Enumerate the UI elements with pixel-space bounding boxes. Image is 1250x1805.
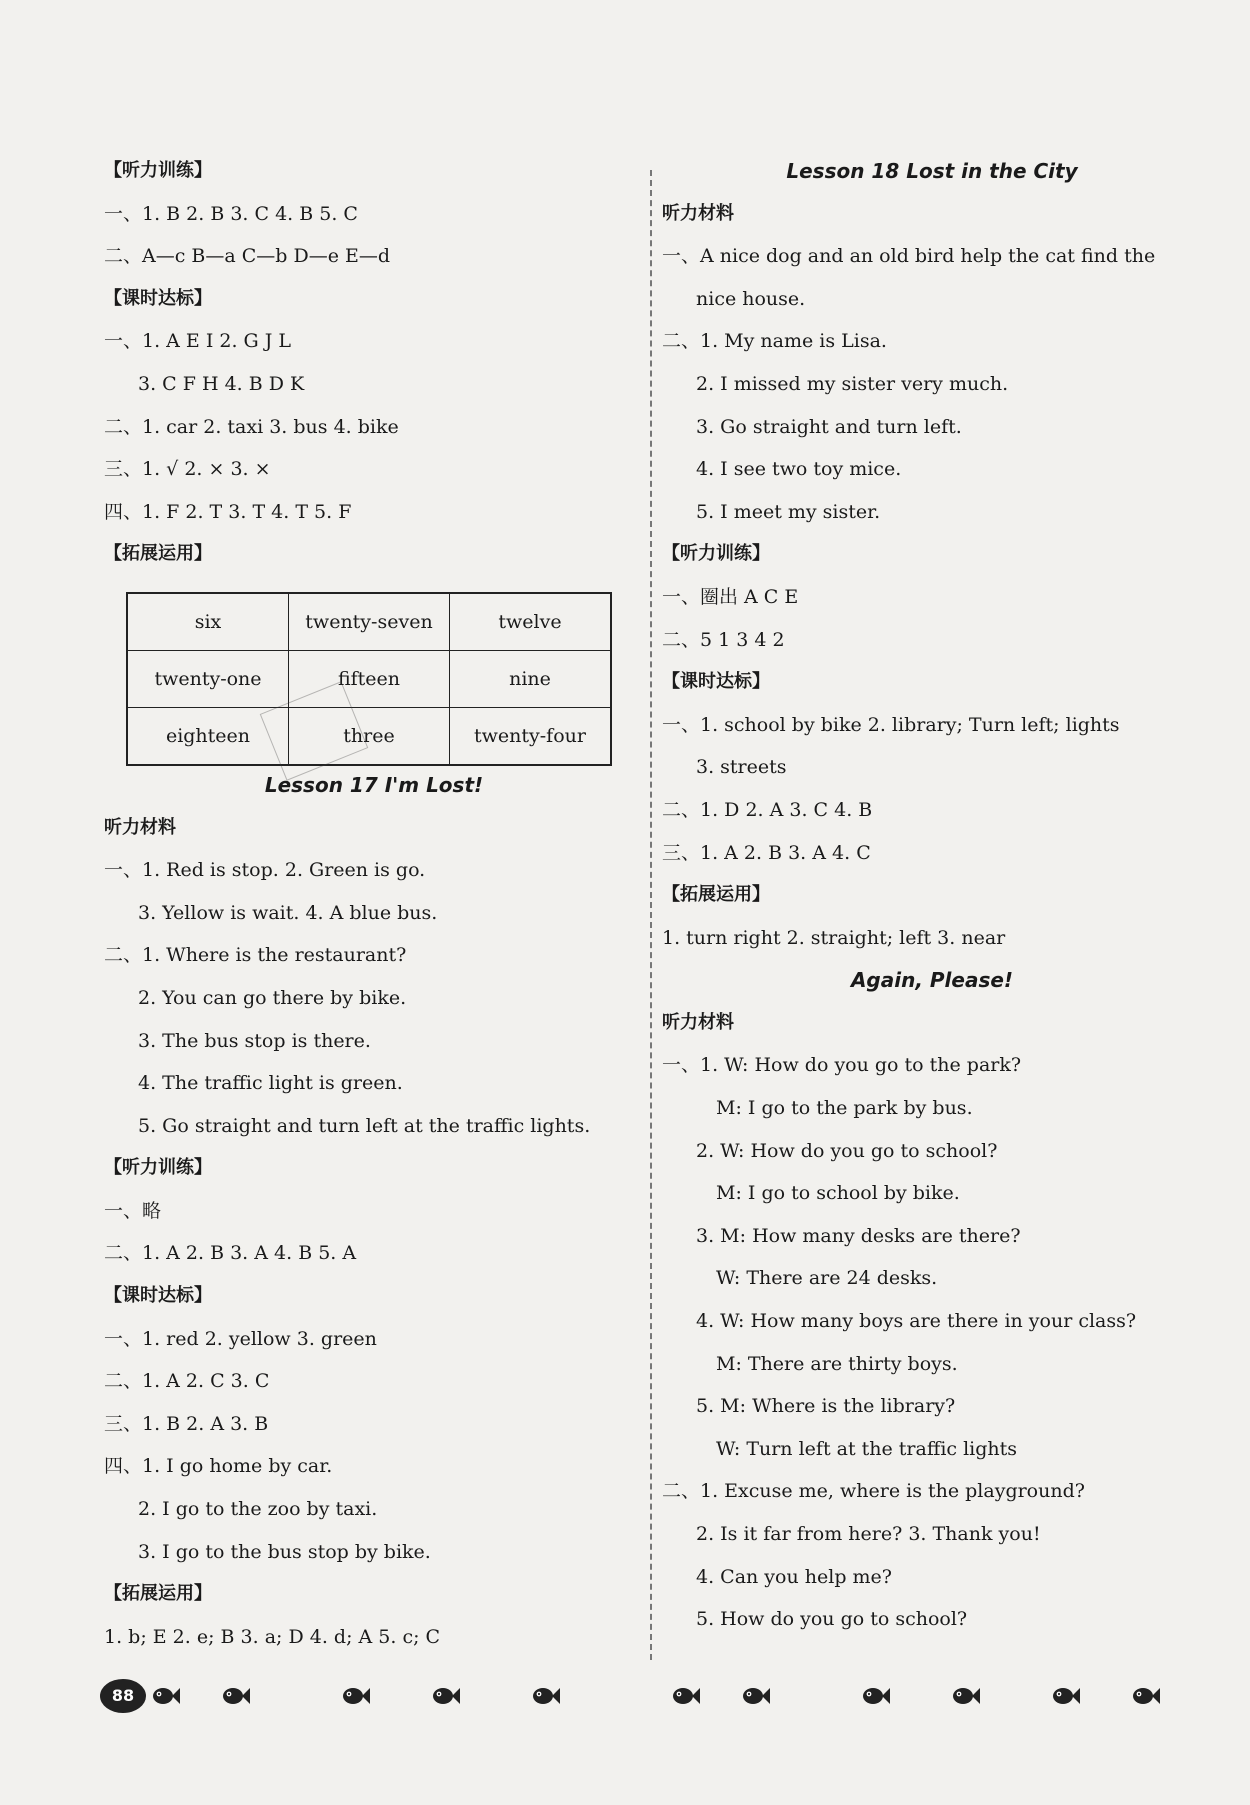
answer-line: 二、1. A 2. B 3. A 4. B 5. A [104, 1242, 357, 1265]
section-heading: 听力材料 [662, 1011, 734, 1033]
answer-line: W: There are 24 desks. [716, 1267, 938, 1290]
section-heading: 【拓展运用】 [104, 1583, 212, 1605]
left-column [104, 160, 644, 1668]
section-heading: 【拓展运用】 [104, 543, 212, 565]
answer-line: 一、1. Red is stop. 2. Green is go. [104, 859, 426, 882]
answer-line: 2. Is it far from here? 3. Thank you! [696, 1523, 1041, 1545]
section-heading: 【课时达标】 [662, 671, 770, 693]
answer-line: 3. C F H 4. B D K [138, 372, 305, 395]
answer-line: 一、1. red 2. yellow 3. green [104, 1327, 377, 1350]
fish-icon [530, 1685, 560, 1707]
table-cell: twenty-four [450, 707, 612, 765]
answer-line: 三、1. B 2. A 3. B [104, 1412, 269, 1435]
answer-line: 5. How do you go to school? [696, 1608, 968, 1631]
answer-line: 一、略 [104, 1199, 162, 1222]
answer-line: 4. The traffic light is green. [138, 1072, 403, 1095]
fish-icon [430, 1685, 460, 1707]
section-heading: 听力材料 [104, 816, 176, 838]
table-row [127, 593, 611, 651]
page-number: 88 [100, 1679, 146, 1713]
section-heading: 【课时达标】 [104, 1285, 212, 1307]
answer-line: 3. Go straight and turn left. [696, 415, 962, 438]
answer-line: 5. M: Where is the library? [696, 1395, 956, 1418]
answer-line: nice house. [696, 287, 806, 310]
answer-line: M: There are thirty boys. [716, 1352, 958, 1375]
section-heading: 【课时达标】 [104, 287, 212, 309]
fish-icon [1050, 1685, 1080, 1707]
table-cell: nine [450, 650, 612, 707]
answer-line: 二、1. Where is the restaurant? [104, 944, 407, 967]
table-cell: twelve [450, 593, 612, 651]
fish-icon [340, 1685, 370, 1707]
answer-line: 一、A nice dog and an old bird help the cat find the [662, 245, 1156, 268]
answer-line: 二、1. Excuse me, where is the playground? [662, 1480, 1085, 1503]
answer-line: 二、1. D 2. A 3. C 4. B [662, 798, 873, 821]
answer-line: M: I go to school by bike. [716, 1182, 960, 1205]
answer-line: 4. Can you help me? [696, 1565, 892, 1588]
answer-line: 一、圈出 A C E [662, 585, 799, 608]
answer-line: 4. I see two toy mice. [696, 458, 902, 481]
answer-line: 2. You can go there by bike. [138, 986, 407, 1009]
lesson-title: Lesson 18 Lost in the City [786, 159, 1078, 183]
section-heading: 听力材料 [662, 202, 734, 224]
table-cell: fifteen [289, 650, 450, 707]
answer-line: 一、1. A E I 2. G J L [104, 330, 292, 353]
table-cell: twenty-seven [289, 593, 450, 651]
answer-line: 2. W: How do you go to school? [696, 1139, 998, 1162]
fish-icon [220, 1685, 250, 1707]
section-heading: 【拓展运用】 [662, 884, 770, 906]
answer-line: 三、1. A 2. B 3. A 4. C [662, 841, 871, 864]
fish-icon [150, 1685, 180, 1707]
page-footer [100, 1675, 1180, 1723]
fish-icon [1130, 1685, 1160, 1707]
answer-line: 2. I go to the zoo by taxi. [138, 1498, 378, 1521]
answer-line: 5. I meet my sister. [696, 500, 881, 523]
section-heading: 【听力训练】 [104, 160, 212, 181]
answer-line: 二、A—c B—a C—b D—e E—d [104, 245, 391, 268]
answer-line: 一、1. school by bike 2. library; Turn left; lights [662, 713, 1120, 736]
answer-line: 3. M: How many desks are there? [696, 1224, 1021, 1247]
answer-line: 二、1. A 2. C 3. C [104, 1370, 270, 1393]
answer-line: 四、1. F 2. T 3. T 4. T 5. F [104, 500, 352, 523]
answer-line: 一、1. W: How do you go to the park? [662, 1054, 1022, 1077]
answer-line: 3. I go to the bus stop by bike. [138, 1540, 431, 1563]
answer-line: 二、1. My name is Lisa. [662, 330, 887, 353]
answer-line: 1. turn right 2. straight; left 3. near [662, 926, 1006, 949]
table-cell: eighteen [127, 707, 289, 765]
answer-line: 一、1. B 2. B 3. C 4. B 5. C [104, 202, 358, 225]
section-heading: 【听力训练】 [104, 1157, 212, 1179]
answer-line: 1. b; E 2. e; B 3. a; D 4. d; A 5. c; C [104, 1625, 441, 1648]
answer-line: 3. The bus stop is there. [138, 1029, 371, 1052]
fish-icon [740, 1685, 770, 1707]
number-table [126, 592, 612, 766]
table-cell: six [127, 593, 289, 651]
table-row [127, 650, 611, 707]
answer-line: M: I go to the park by bus. [716, 1097, 973, 1120]
table-cell: three [289, 707, 450, 765]
answer-line: 二、5 1 3 4 2 [662, 628, 785, 651]
answer-line: 2. I missed my sister very much. [696, 372, 1009, 395]
answer-line: 四、1. I go home by car. [104, 1455, 333, 1478]
answer-line: 三、1. √ 2. × 3. × [104, 458, 271, 481]
lesson-title: Lesson 17 I'm Lost! [264, 772, 484, 797]
section-heading: 【听力训练】 [662, 543, 770, 565]
answer-line: 二、1. car 2. taxi 3. bus 4. bike [104, 415, 399, 438]
answer-line: 3. Yellow is wait. 4. A blue bus. [138, 901, 438, 924]
right-column [662, 160, 1202, 1651]
answer-line: 3. streets [696, 756, 787, 779]
fish-icon [670, 1685, 700, 1707]
lesson-title: Again, Please! [850, 968, 1014, 993]
answer-line: 4. W: How many boys are there in your class? [696, 1310, 1137, 1333]
answer-line: W: Turn left at the traffic lights [716, 1437, 1018, 1460]
answer-line: 5. Go straight and turn left at the traffic lights. [138, 1114, 591, 1137]
fish-icon [950, 1685, 980, 1707]
column-divider [650, 170, 652, 1660]
table-cell: twenty-one [127, 650, 289, 707]
table-row [127, 707, 611, 765]
fish-icon [860, 1685, 890, 1707]
